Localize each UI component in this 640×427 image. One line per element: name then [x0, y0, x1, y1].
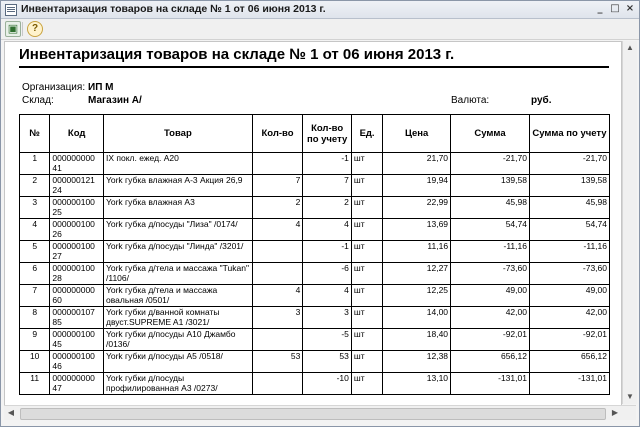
cell-code: 000000100 28 — [50, 263, 104, 285]
inventory-table — [19, 114, 610, 395]
cell-unit: шт — [351, 175, 382, 197]
cell-qty — [252, 153, 303, 175]
cell-code: 000000107 85 — [50, 307, 104, 329]
cell-code: 000000000 60 — [50, 285, 104, 307]
table-row[interactable] — [20, 263, 610, 285]
maximize-button[interactable]: □ — [610, 3, 620, 14]
cell-qty: 53 — [252, 351, 303, 373]
cell-qty-accounted: 7 — [303, 175, 352, 197]
cell-code: 000000100 46 — [50, 351, 104, 373]
cell-qty-accounted: -6 — [303, 263, 352, 285]
window-controls — [594, 3, 636, 15]
organization-label: Организация: — [22, 82, 86, 93]
cell-price: 12,38 — [383, 351, 451, 373]
currency-label: Валюта: — [451, 95, 490, 106]
cell-price: 14,00 — [383, 307, 451, 329]
cell-qty: 3 — [252, 307, 303, 329]
cell-qty: 7 — [252, 175, 303, 197]
horizontal-scroll-thumb[interactable] — [20, 408, 606, 420]
cell-price: 22,99 — [383, 197, 451, 219]
cell-qty: 2 — [252, 197, 303, 219]
cell-qty-accounted: -1 — [303, 241, 352, 263]
vertical-scrollbar[interactable] — [622, 41, 637, 404]
header-num: № — [20, 115, 50, 153]
help-button[interactable]: ? — [27, 21, 43, 37]
cell-qty-accounted: 2 — [303, 197, 352, 219]
cell-item: York губка д/тела и массажа овальная /0501/ — [103, 285, 252, 307]
cell-num: 9 — [20, 329, 50, 351]
table-row[interactable] — [20, 197, 610, 219]
cell-sum: -21,70 — [451, 153, 530, 175]
scroll-down-icon[interactable]: ▼ — [626, 392, 634, 401]
organization-value: ИП М — [88, 82, 114, 93]
cell-qty-accounted: 4 — [303, 219, 352, 241]
scroll-left-icon[interactable]: ◀ — [7, 408, 15, 417]
close-button[interactable]: × — [625, 3, 635, 14]
cell-qty: 4 — [252, 219, 303, 241]
cell-code: 000000100 26 — [50, 219, 104, 241]
cell-unit: шт — [351, 285, 382, 307]
cell-item: York губки д/посуды A10 Джамбо /0136/ — [103, 329, 252, 351]
cell-sum: 49,00 — [451, 285, 530, 307]
cell-num: 11 — [20, 373, 50, 395]
cell-code: 000000121 24 — [50, 175, 104, 197]
cell-unit: шт — [351, 329, 382, 351]
cell-sum: -73,60 — [451, 263, 530, 285]
cell-item: York губка д/тела и массажа "Tukan" /1106/ — [103, 263, 252, 285]
cell-sum-accounted: -21,70 — [529, 153, 609, 175]
document-icon — [5, 4, 17, 16]
cell-sum: 54,74 — [451, 219, 530, 241]
cell-code: 000000100 25 — [50, 197, 104, 219]
cell-qty-accounted: 4 — [303, 285, 352, 307]
cell-price: 13,69 — [383, 219, 451, 241]
cell-unit: шт — [351, 219, 382, 241]
cell-num: 7 — [20, 285, 50, 307]
cell-item: IX покл. ежед. A20 — [103, 153, 252, 175]
header-sum: Сумма — [451, 115, 530, 153]
title-divider — [19, 66, 609, 68]
cell-sum: 656,12 — [451, 351, 530, 373]
cell-qty-accounted: 53 — [303, 351, 352, 373]
cell-item: York губки д/посуды профилированная A3 /0273/ — [103, 373, 252, 395]
cell-item: York губка д/посуды "Лиза" /0174/ — [103, 219, 252, 241]
cell-qty-accounted: -10 — [303, 373, 352, 395]
cell-price: 12,27 — [383, 263, 451, 285]
header-unit: Ед. — [351, 115, 382, 153]
warehouse-label: Склад: — [22, 95, 54, 106]
scroll-right-icon[interactable]: ▶ — [611, 408, 619, 417]
cell-sum: 45,98 — [451, 197, 530, 219]
scroll-up-icon[interactable]: ▲ — [626, 43, 634, 52]
cell-num: 2 — [20, 175, 50, 197]
toolbar-separator — [22, 22, 23, 36]
cell-item: York губки д/ванной комнаты двуст.SUPREME A1 /3021/ — [103, 307, 252, 329]
title-bar[interactable] — [1, 1, 639, 19]
cell-price: 21,70 — [383, 153, 451, 175]
cell-sum-accounted: 656,12 — [529, 351, 609, 373]
cell-price: 13,10 — [383, 373, 451, 395]
cell-sum-accounted: -92,01 — [529, 329, 609, 351]
table-row[interactable] — [20, 373, 610, 395]
cell-item: York губка влажная А3 — [103, 197, 252, 219]
table-row[interactable] — [20, 351, 610, 373]
report-document[interactable] — [4, 41, 622, 406]
cell-qty — [252, 241, 303, 263]
cell-sum: 139,58 — [451, 175, 530, 197]
header-item: Товар — [103, 115, 252, 153]
cell-item: York губка д/посуды "Линда" /3201/ — [103, 241, 252, 263]
cell-code: 000000100 27 — [50, 241, 104, 263]
cell-item: York губки д/посуды A5 /0518/ — [103, 351, 252, 373]
cell-num: 10 — [20, 351, 50, 373]
table-row[interactable] — [20, 329, 610, 351]
cell-sum: -11,16 — [451, 241, 530, 263]
header-qty: Кол-во — [252, 115, 303, 153]
cell-qty-accounted: -1 — [303, 153, 352, 175]
table-row[interactable] — [20, 307, 610, 329]
cell-sum: -131,01 — [451, 373, 530, 395]
cell-price: 18,40 — [383, 329, 451, 351]
warehouse-value: Магазин А/ — [88, 95, 142, 106]
cell-num: 6 — [20, 263, 50, 285]
cell-num: 1 — [20, 153, 50, 175]
cell-num: 5 — [20, 241, 50, 263]
cell-price: 19,94 — [383, 175, 451, 197]
cell-unit: шт — [351, 241, 382, 263]
cell-qty: 4 — [252, 285, 303, 307]
cell-unit: шт — [351, 307, 382, 329]
minimize-button[interactable]: _ — [597, 3, 603, 14]
header-price: Цена — [383, 115, 451, 153]
cell-sum-accounted: 45,98 — [529, 197, 609, 219]
table-row[interactable] — [20, 219, 610, 241]
table-row[interactable] — [20, 241, 610, 263]
header-sum-accounted: Сумма по учету — [529, 115, 609, 153]
cell-unit: шт — [351, 153, 382, 175]
table-header-row — [20, 115, 610, 153]
cell-qty — [252, 329, 303, 351]
cell-unit: шт — [351, 351, 382, 373]
cell-sum-accounted: 139,58 — [529, 175, 609, 197]
table-row[interactable] — [20, 153, 610, 175]
cell-code: 000000100 45 — [50, 329, 104, 351]
cell-unit: шт — [351, 197, 382, 219]
cell-unit: шт — [351, 373, 382, 395]
save-icon[interactable]: ▣ — [5, 21, 21, 37]
cell-price: 12,25 — [383, 285, 451, 307]
cell-code: 000000000 41 — [50, 153, 104, 175]
currency-value: руб. — [531, 95, 552, 106]
cell-qty — [252, 263, 303, 285]
window-title: Инвентаризация товаров на складе № 1 от 06 июня 2013 г. — [21, 3, 326, 15]
cell-code: 000000000 47 — [50, 373, 104, 395]
cell-sum-accounted: 49,00 — [529, 285, 609, 307]
cell-qty — [252, 373, 303, 395]
cell-qty-accounted: 3 — [303, 307, 352, 329]
cell-sum-accounted: -73,60 — [529, 263, 609, 285]
cell-sum: 42,00 — [451, 307, 530, 329]
cell-sum-accounted: -11,16 — [529, 241, 609, 263]
cell-sum: -92,01 — [451, 329, 530, 351]
cell-sum-accounted: 54,74 — [529, 219, 609, 241]
header-code: Код — [50, 115, 104, 153]
table-row[interactable] — [20, 285, 610, 307]
cell-qty-accounted: -5 — [303, 329, 352, 351]
header-qty-accounted: Кол-во по учету — [303, 115, 352, 153]
cell-num: 8 — [20, 307, 50, 329]
horizontal-scrollbar[interactable] — [4, 405, 636, 420]
cell-price: 11,16 — [383, 241, 451, 263]
cell-num: 4 — [20, 219, 50, 241]
cell-unit: шт — [351, 263, 382, 285]
toolbar — [1, 19, 639, 40]
cell-item: York губка влажная А-3 Акция 26,9 — [103, 175, 252, 197]
table-row[interactable] — [20, 175, 610, 197]
cell-sum-accounted: -131,01 — [529, 373, 609, 395]
cell-num: 3 — [20, 197, 50, 219]
report-title: Инвентаризация товаров на складе № 1 от 06 июня 2013 г. — [19, 46, 455, 63]
cell-sum-accounted: 42,00 — [529, 307, 609, 329]
